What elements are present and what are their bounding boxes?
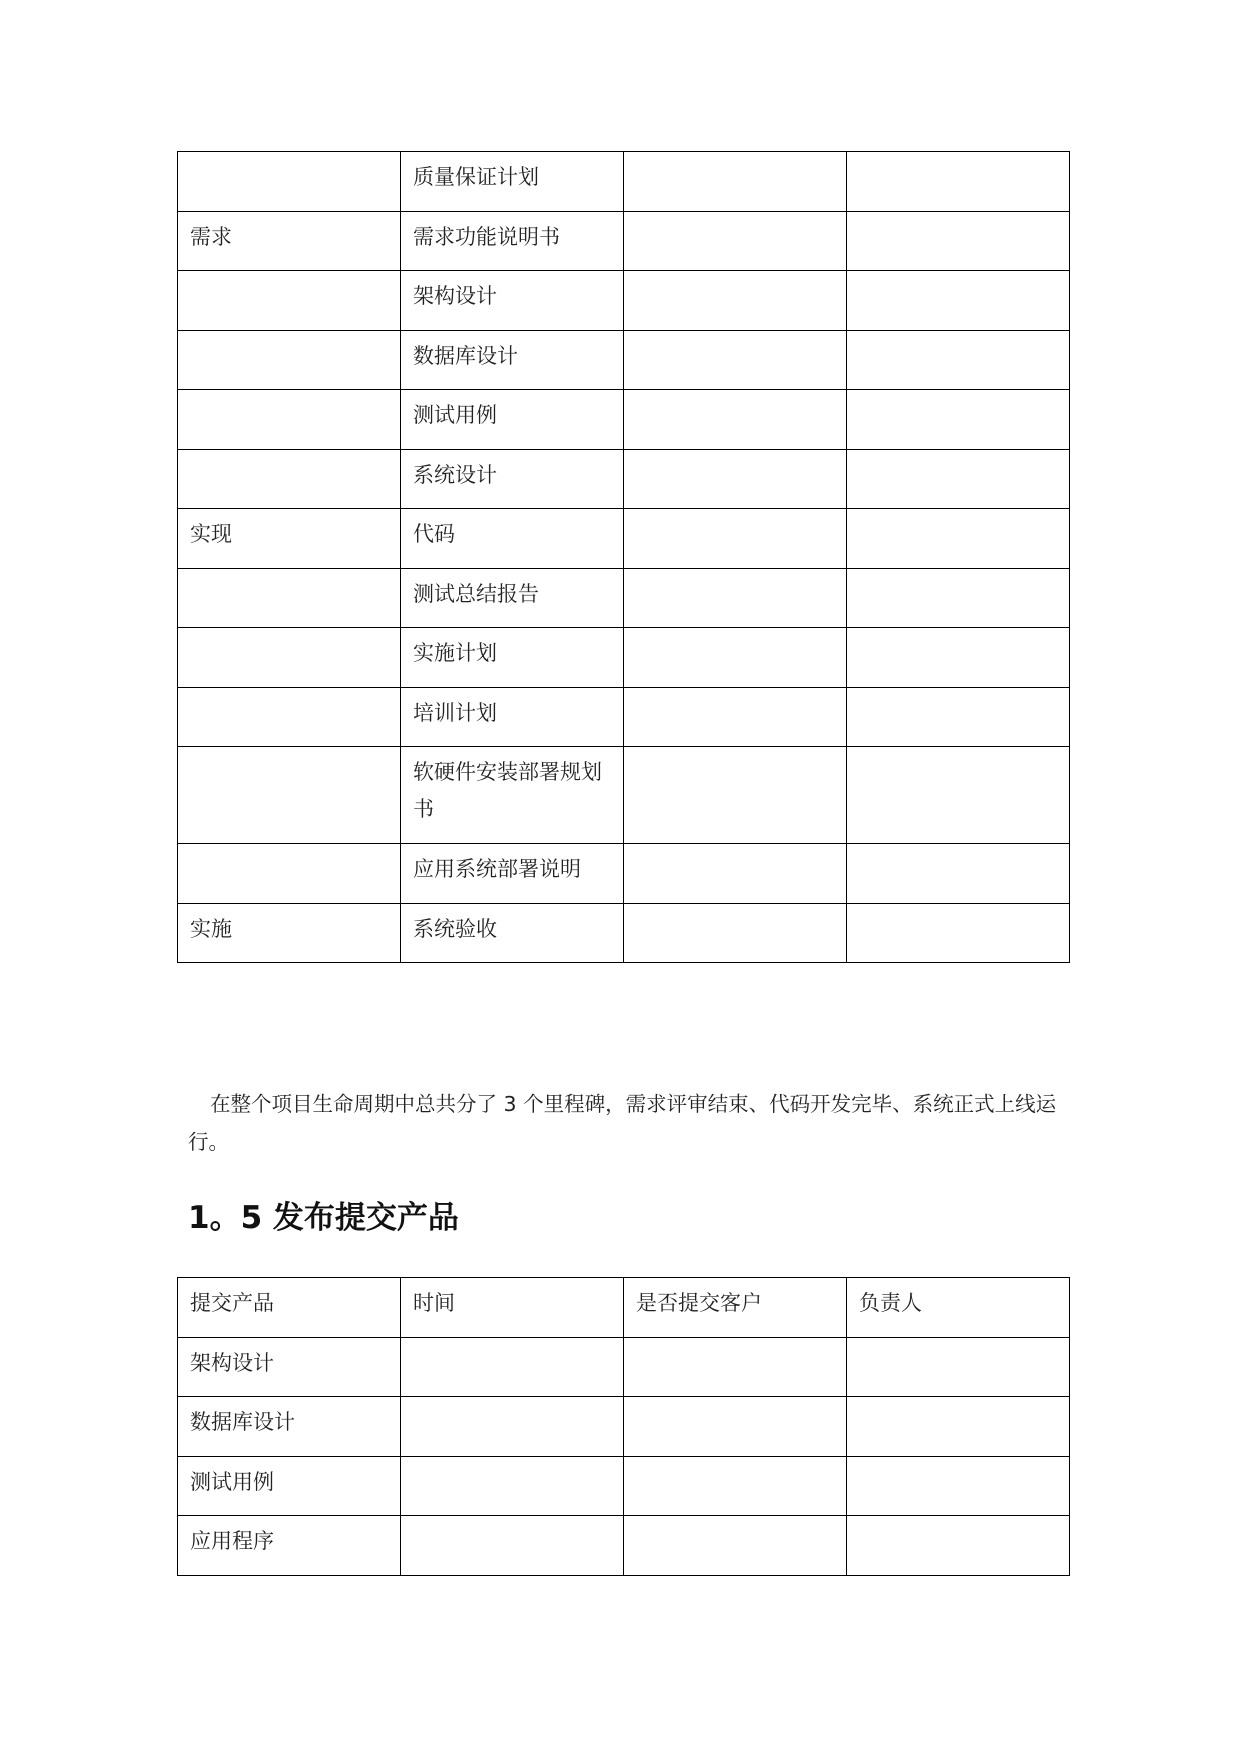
- document-cell: 需求功能说明书: [401, 211, 624, 271]
- column-header: 是否提交客户: [624, 1278, 847, 1338]
- table-row: [178, 1456, 1070, 1516]
- blank-cell: [624, 903, 847, 963]
- table-row: [178, 509, 1070, 569]
- blank-cell: [847, 509, 1070, 569]
- to-client-cell: [624, 1516, 847, 1576]
- table-row: [178, 211, 1070, 271]
- owner-cell: [847, 1516, 1070, 1576]
- phase-cell: 实施: [178, 903, 401, 963]
- blank-cell: [624, 568, 847, 628]
- blank-cell: [624, 747, 847, 844]
- phase-cell: 需求: [178, 211, 401, 271]
- document-cell: 应用系统部署说明: [401, 844, 624, 904]
- time-cell: [401, 1337, 624, 1397]
- blank-cell: [847, 330, 1070, 390]
- document-cell: 测试总结报告: [401, 568, 624, 628]
- blank-cell: [624, 844, 847, 904]
- blank-cell: [624, 390, 847, 450]
- section-heading: 1。5 发布提交产品: [188, 1200, 459, 1236]
- document-cell: 测试用例: [401, 390, 624, 450]
- product-cell: 架构设计: [178, 1337, 401, 1397]
- blank-cell: [847, 449, 1070, 509]
- table-row: [178, 1516, 1070, 1576]
- owner-cell: [847, 1456, 1070, 1516]
- document-cell: 数据库设计: [401, 330, 624, 390]
- document-cell: 架构设计: [401, 271, 624, 331]
- table-row: [178, 449, 1070, 509]
- table-row: [178, 628, 1070, 688]
- table-row: [178, 687, 1070, 747]
- owner-cell: [847, 1337, 1070, 1397]
- blank-cell: [624, 449, 847, 509]
- blank-cell: [847, 747, 1070, 844]
- phase-cell: [178, 844, 401, 904]
- document-cell: 软硬件安装部署规划书: [401, 747, 624, 844]
- to-client-cell: [624, 1456, 847, 1516]
- owner-cell: [847, 1397, 1070, 1457]
- phase-cell: [178, 628, 401, 688]
- table-row: [178, 390, 1070, 450]
- column-header: 负责人: [847, 1278, 1070, 1338]
- table-row: [178, 271, 1070, 331]
- milestone-paragraph: 在整个项目生命周期中总共分了 3 个里程碑，需求评审结束、代码开发完毕、系统正式上线运行。: [188, 1092, 1057, 1154]
- blank-cell: [624, 211, 847, 271]
- blank-cell: [847, 152, 1070, 212]
- document-cell: 质量保证计划: [401, 152, 624, 212]
- column-header: 时间: [401, 1278, 624, 1338]
- phase-cell: [178, 449, 401, 509]
- document-cell: 系统验收: [401, 903, 624, 963]
- to-client-cell: [624, 1337, 847, 1397]
- blank-cell: [847, 903, 1070, 963]
- deliverables-table: [177, 1277, 1070, 1576]
- document-cell: 实施计划: [401, 628, 624, 688]
- table-row: [178, 1337, 1070, 1397]
- phase-cell: [178, 747, 401, 844]
- blank-cell: [624, 687, 847, 747]
- table-row: [178, 330, 1070, 390]
- phase-cell: [178, 687, 401, 747]
- time-cell: [401, 1516, 624, 1576]
- blank-cell: [847, 628, 1070, 688]
- blank-cell: [624, 628, 847, 688]
- table-header-row: [178, 1278, 1070, 1338]
- product-cell: 应用程序: [178, 1516, 401, 1576]
- phase-cell: [178, 152, 401, 212]
- product-cell: 数据库设计: [178, 1397, 401, 1457]
- table-row: [178, 1397, 1070, 1457]
- blank-cell: [624, 271, 847, 331]
- blank-cell: [624, 152, 847, 212]
- phase-cell: [178, 390, 401, 450]
- time-cell: [401, 1397, 624, 1457]
- time-cell: [401, 1456, 624, 1516]
- document-cell: 系统设计: [401, 449, 624, 509]
- to-client-cell: [624, 1397, 847, 1457]
- document-cell: 培训计划: [401, 687, 624, 747]
- blank-cell: [624, 330, 847, 390]
- table-row: [178, 747, 1070, 844]
- deliverables-plan-table: [177, 151, 1070, 963]
- product-cell: 测试用例: [178, 1456, 401, 1516]
- blank-cell: [847, 271, 1070, 331]
- table-row: [178, 844, 1070, 904]
- table-row: [178, 152, 1070, 212]
- blank-cell: [847, 211, 1070, 271]
- blank-cell: [847, 687, 1070, 747]
- phase-cell: [178, 271, 401, 331]
- phase-cell: [178, 568, 401, 628]
- table-row: [178, 903, 1070, 963]
- blank-cell: [624, 509, 847, 569]
- phase-cell: [178, 330, 401, 390]
- document-cell: 代码: [401, 509, 624, 569]
- blank-cell: [847, 568, 1070, 628]
- column-header: 提交产品: [178, 1278, 401, 1338]
- table-row: [178, 568, 1070, 628]
- phase-cell: 实现: [178, 509, 401, 569]
- blank-cell: [847, 844, 1070, 904]
- blank-cell: [847, 390, 1070, 450]
